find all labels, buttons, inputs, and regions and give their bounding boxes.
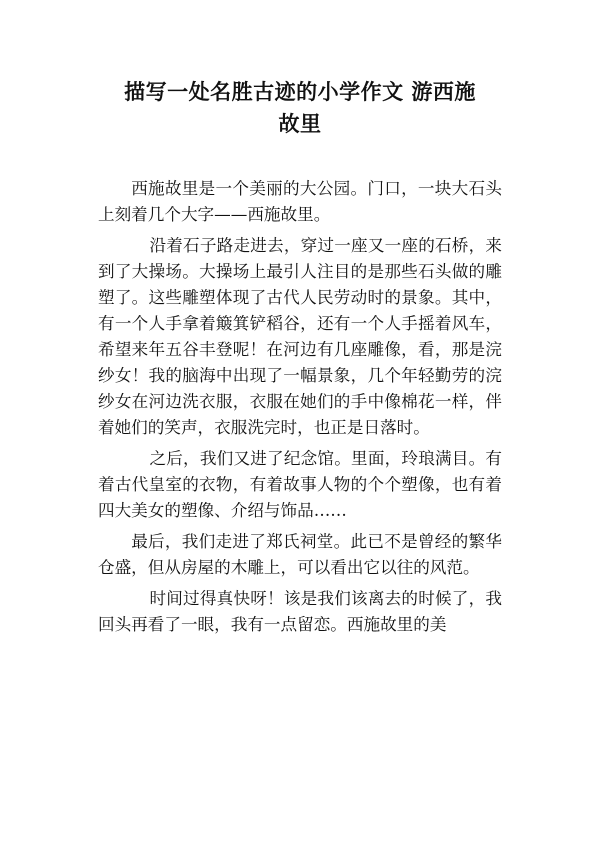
document-body [98,176,502,643]
paragraph-5: 时间过得真快呀！该是我们该离去的时候了，我回头再看了一眼，我有一点留恋。西施故里的美 [98,589,502,634]
paragraph-4: 最后，我们走进了郑氏祠堂。此已不是曾经的繁华仓盛，但从房屋的木雕上，可以看出它以往的风范。 [98,532,502,577]
paragraph-2: 沿着石子路走进去，穿过一座又一座的石桥，来到了大操场。大操场上最引人注目的是那些石头做的雕塑了。这些雕塑体现了古代人民劳动时的景象。其中，有一个人手拿着簸箕铲稻谷，还有一个人手摇着风车，希望来年五谷丰登呢！在河边有几座雕像，看，那是浣纱女！我的脑海中出现了一幅景象，几个年轻勤劳的浣纱女在河边洗衣服，衣服在她们的手中像棉花一样，伴着她们的笑声，衣服洗完时，也正是日落时。 [98,236,502,437]
title-line-2: 故里 [278,112,322,136]
title-line-1: 描写一处名胜古迹的小学作文 游西施 [124,80,476,104]
paragraph-1: 西施故里是一个美丽的大公园。门口，一块大石头上刻着几个大字——西施故里。 [98,179,502,224]
paragraph-3: 之后，我们又进了纪念馆。里面，玲琅满目。有着古代皇室的衣物，有着故事人物的个个塑像，也有着四大美女的塑像、介绍与饰品…… [98,449,502,520]
document-title [90,76,510,140]
